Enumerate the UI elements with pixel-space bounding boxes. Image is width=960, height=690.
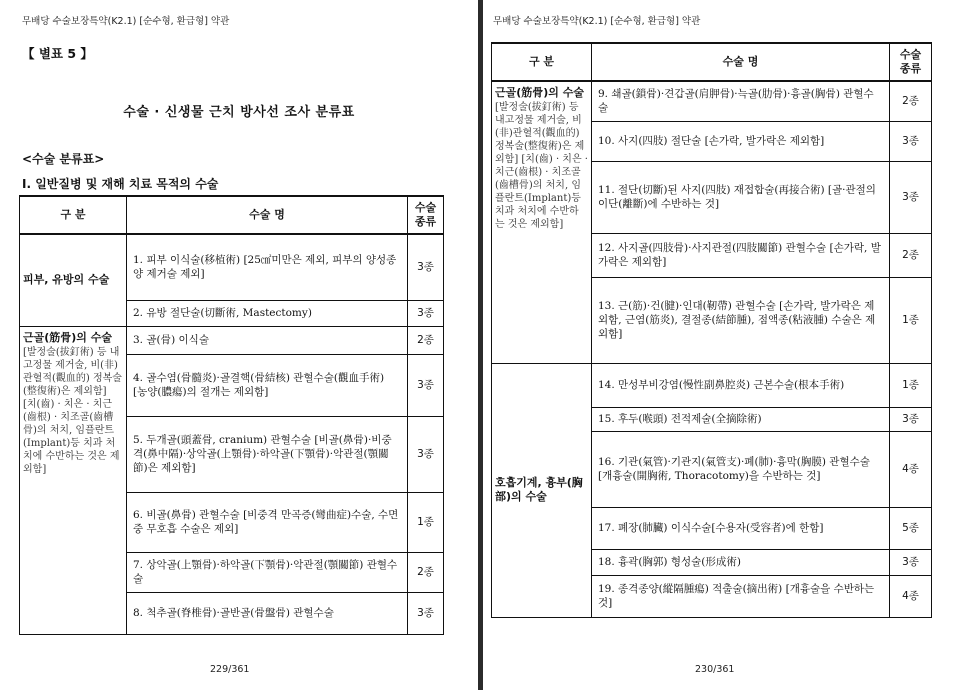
surgery-cell xyxy=(592,575,890,617)
surgery-cell xyxy=(592,233,890,277)
surgery-cell xyxy=(127,492,408,552)
category-title: 근골(筋骨)의 수술 xyxy=(23,330,113,344)
category-cell xyxy=(20,326,127,634)
left-page xyxy=(0,0,478,690)
surgery-count: 5종 xyxy=(890,507,932,549)
header-count: 수술 종류 xyxy=(408,196,444,234)
surgery-name: 11. 절단(切斷)된 사지(四肢) 재접합술(再接合術) [골·관절의 이단(離斷)에 수반하는 것] xyxy=(598,184,876,210)
surgery-count: 3종 xyxy=(408,300,444,326)
surgery-cell xyxy=(592,549,890,575)
surgery-count: 3종 xyxy=(408,416,444,492)
header-surgery-name: 수술 명 xyxy=(127,196,408,234)
surgery-name: 1. 피부 이식술(移植術) [25㎠미만은 제외, 피부의 양성종양 제거술 제외] xyxy=(133,254,397,281)
surgery-table xyxy=(19,195,444,635)
surgery-count: 3종 xyxy=(408,234,444,300)
surgery-name: 19. 종격종양(縱隔腫瘍) 적출술(摘出術) [개흉술을 수반하는 것] xyxy=(598,583,875,609)
surgery-name: 16. 기관(氣管)·기관지(氣管支)·폐(肺)·흉막(胸膜) 관혈수술 [개흉술(開胸術, Thoracotomy)을 수반하는 것] xyxy=(598,456,870,482)
category-title: 호흡기계, 흉부(胸部)의 수술 xyxy=(495,476,583,503)
surgery-name: 13. 근(筋)·건(腱)·인대(靭帶) 관혈수술 [손가락, 발가락은 제외함, 근염(筋炎), 결절종(結節腫), 점액종(粘液腫) 수술은 제외함] xyxy=(598,300,876,340)
annex-title: 【 별표 5 】 xyxy=(22,46,93,61)
surgery-table xyxy=(491,42,932,618)
table-row xyxy=(20,234,444,300)
surgery-count: 3종 xyxy=(890,121,932,161)
category-title: 근골(筋骨)의 수술 xyxy=(495,86,585,99)
surgery-count: 2종 xyxy=(408,552,444,592)
surgery-count: 1종 xyxy=(408,492,444,552)
surgery-cell xyxy=(592,121,890,161)
surgery-name: 18. 흉곽(胸郭) 형성술(形成術) xyxy=(598,556,741,568)
surgery-count: 3종 xyxy=(408,592,444,634)
surgery-name: 3. 골(骨) 이식술 xyxy=(133,334,209,346)
category-cell xyxy=(492,363,592,617)
header-category: 구 분 xyxy=(492,43,592,81)
surgery-cell xyxy=(127,416,408,492)
surgery-name: 10. 사지(四肢) 절단술 [손가락, 발가락은 제외함] xyxy=(598,135,825,147)
section-title: Ⅰ. 일반질병 및 재해 치료 목적의 수술 xyxy=(22,177,219,191)
surgery-count: 4종 xyxy=(890,575,932,617)
surgery-cell xyxy=(127,354,408,416)
surgery-cell xyxy=(127,326,408,354)
surgery-name: 12. 사지골(四肢骨)·사지관절(四肢關節) 관혈수술 [손가락, 발가락은 제외함] xyxy=(598,242,881,268)
surgery-cell xyxy=(127,300,408,326)
surgery-name: 17. 폐장(肺臟) 이식수술[수용자(受容者)에 한함] xyxy=(598,522,824,534)
surgery-count: 3종 xyxy=(890,549,932,575)
surgery-count: 4종 xyxy=(890,431,932,507)
surgery-cell xyxy=(592,431,890,507)
table-row xyxy=(492,81,932,121)
page-header: 무배당 수술보장특약(K2.1) [순수형, 환급형] 약관 xyxy=(493,16,701,27)
category-cell xyxy=(20,234,127,326)
surgery-cell xyxy=(127,552,408,592)
page-header: 무배당 수술보장특약(K2.1) [순수형, 환급형] 약관 xyxy=(22,16,230,27)
surgery-name: 6. 비골(鼻骨) 관혈수술 [비중격 만곡증(彎曲症)수술, 수면중 무호흡 수술은 제외] xyxy=(133,509,399,535)
surgery-cell xyxy=(592,407,890,431)
table-row xyxy=(492,363,932,407)
header-surgery-name: 수술 명 xyxy=(592,43,890,81)
category-note: [발정술(拔釘術) 등 내고정물 제거술, 비(非)관혈적(觀血的) 정복술(整復術)은 제외함] [치(齒) · 치은 · 치근(齒根) · 치조골(齒槽骨)의 처치, 임플란트(Implant)등 치과 처치에 수반하는 것은 제외함] xyxy=(495,102,588,230)
surgery-cell xyxy=(127,592,408,634)
surgery-cell xyxy=(592,507,890,549)
page-number: 229/361 xyxy=(210,664,250,675)
category-note: [발정술(拔釘術) 등 내고정물 제거술, 비(非)관혈적(觀血的) 정복술(整復術)은 제외함] [치(齒) · 치은 · 치근(齒根) · 치조골(齒槽骨)의 처치, 임플란트(Implant)등 치과 처치에 수반하는 것은 제외함] xyxy=(23,346,122,475)
right-page xyxy=(483,0,960,690)
surgery-name: 15. 후두(喉頭) 전적제술(全摘除術) xyxy=(598,413,762,425)
surgery-count: 2종 xyxy=(890,233,932,277)
surgery-count: 1종 xyxy=(890,277,932,363)
table-row xyxy=(20,326,444,354)
surgery-count: 2종 xyxy=(890,81,932,121)
page-number: 230/361 xyxy=(695,664,735,675)
surgery-cell xyxy=(127,234,408,300)
surgery-count: 3종 xyxy=(890,407,932,431)
surgery-name: 8. 척추골(脊椎骨)·골반골(骨盤骨) 관혈수술 xyxy=(133,607,334,619)
surgery-count: 3종 xyxy=(408,354,444,416)
surgery-count: 1종 xyxy=(890,363,932,407)
surgery-name: 5. 두개골(頭蓋骨, cranium) 관혈수술 [비골(鼻骨)·비중격(鼻中隔)·상악골(上顎骨)·하악골(下顎骨)·악관절(顎關節)은 제외함] xyxy=(133,434,392,474)
header-category: 구 분 xyxy=(20,196,127,234)
subheading: <수술 분류표> xyxy=(22,152,105,166)
header-count: 수술 종류 xyxy=(890,43,932,81)
surgery-cell xyxy=(592,161,890,233)
surgery-cell xyxy=(592,277,890,363)
surgery-cell xyxy=(592,81,890,121)
surgery-name: 2. 유방 절단술(切斷術, Mastectomy) xyxy=(133,307,312,319)
category-cell xyxy=(492,81,592,363)
surgery-count: 2종 xyxy=(408,326,444,354)
table-header-row xyxy=(20,196,444,234)
surgery-name: 9. 쇄골(鎖骨)·견갑골(肩胛骨)·늑골(肋骨)·흉골(胸骨) 관혈수술 xyxy=(598,88,874,115)
document-title: 수술 · 신생물 근치 방사선 조사 분류표 xyxy=(123,105,355,120)
surgery-name: 7. 상악골(上顎骨)·하악골(下顎骨)·악관절(顎關節) 관혈수술 xyxy=(133,559,398,585)
table-header-row xyxy=(492,43,932,81)
surgery-name: 14. 만성부비강염(慢性副鼻腔炎) 근본수술(根本手術) xyxy=(598,379,845,391)
surgery-name: 4. 골수염(骨髓炎)·골결핵(骨結核) 관혈수술(觀血手術) [농양(膿瘍)의 절개는 제외함] xyxy=(133,372,385,398)
category-title: 피부, 유방의 수술 xyxy=(23,273,110,287)
surgery-count: 3종 xyxy=(890,161,932,233)
surgery-cell xyxy=(592,363,890,407)
